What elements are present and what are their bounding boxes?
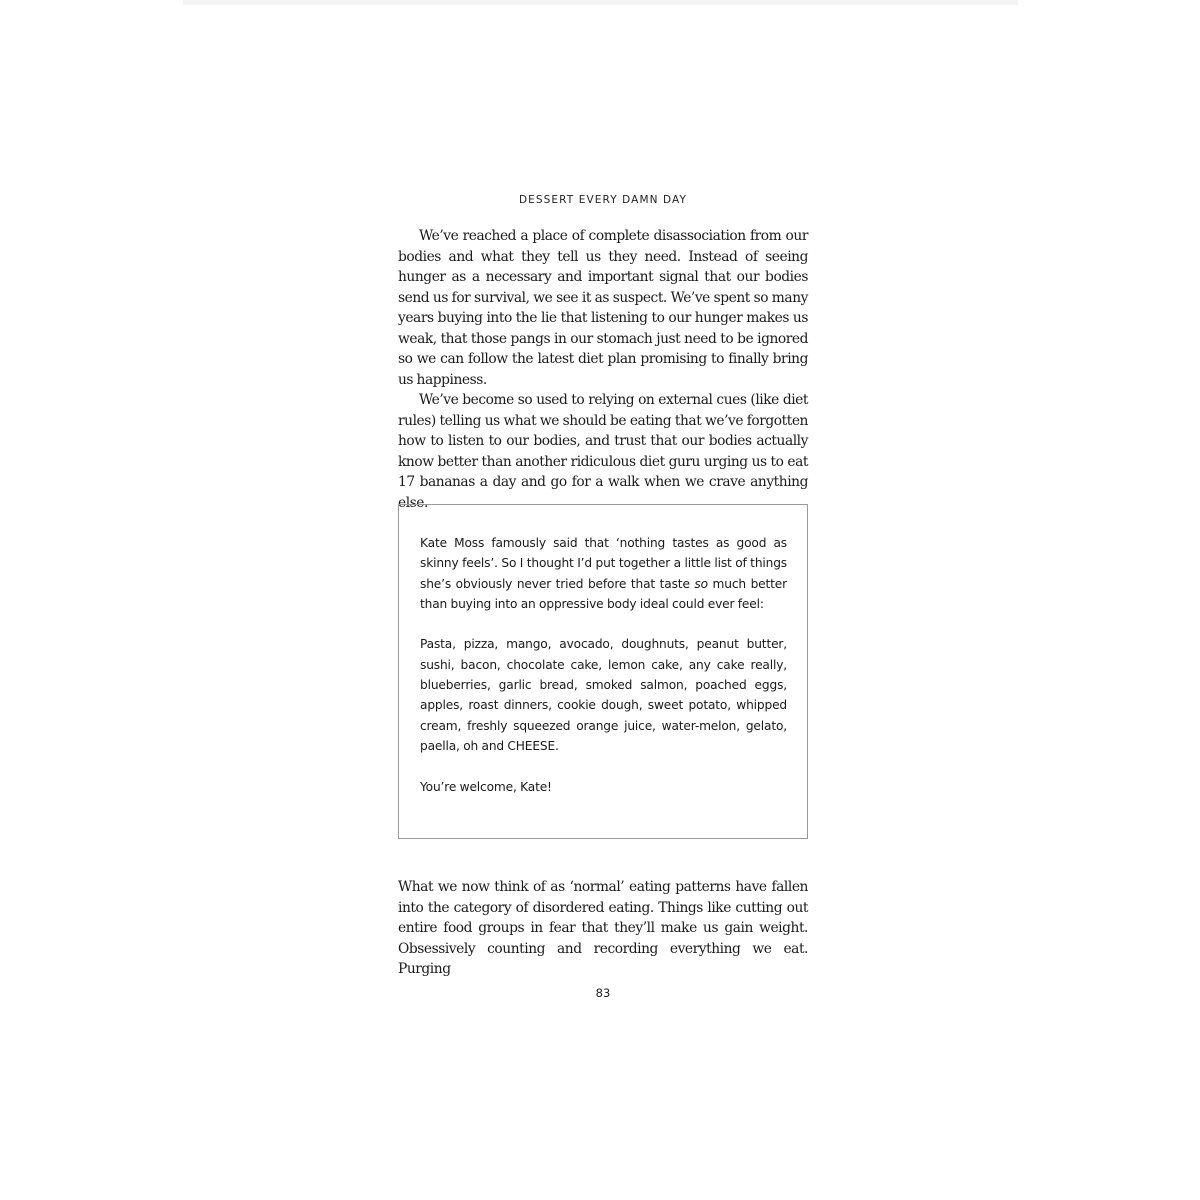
paragraph-external-cues: We’ve become so used to relying on external cues (like diet rules) telling us what we should be eating that we’ve forgotten how to listen to our bodies, and trust that our bodies actually know better than another ridiculous diet guru urging us to eat 17 bananas a day and go for a walk when we crave anything else.: [398, 392, 808, 511]
top-edge-rule: [183, 0, 1018, 5]
body-text-top: [398, 226, 808, 513]
callout-closing: You’re welcome, Kate!: [420, 779, 552, 794]
callout-intro: [420, 533, 787, 614]
page-number: 83: [595, 986, 611, 1000]
callout-intro-italic: so: [694, 576, 708, 591]
callout-intro-start: Kate Moss famously said that ‘nothing tastes as good as skinny feels’. So I thought I’d put together a little list of things she’s obviously never tried before that taste: [420, 536, 787, 591]
callout-food-list: Pasta, pizza, mango, avocado, doughnuts, peanut butter, sushi, bacon, chocolate cake, lemon cake, any cake really, blueberries, garlic bread, smoked salmon, poached eggs, apples, roast dinners, cookie dough, sweet potato, whipped cream, freshly squeezed orange juice, water-melon, gelato, paella, oh and CHEESE.: [420, 637, 787, 753]
body-text-bottom: [398, 877, 808, 980]
callout-box: [398, 504, 808, 839]
callout-intro-end: much better than buying into an oppressive body ideal could ever feel:: [420, 576, 788, 611]
running-head: DESSERT EVERY DAMN DAY: [518, 194, 687, 206]
paragraph-normal-eating: What we now think of as ‘normal’ eating patterns have fallen into the category of disordered eating. Things like cutting out entire food groups in fear that they’ll make us gain weight. Obsessively counting and recording everything we eat. Purging: [398, 879, 808, 977]
paragraph-hunger: We’ve reached a place of complete disassociation from our bodies and what they tell us they need. Instead of seeing hunger as a necessary and important signal that our bodies send us for survival, we see it as suspect. We’ve spent so many years buying into the lie that listening to our hunger makes us weak, that those pangs in our stomach just need to be ignored so we can follow the latest diet plan promising to finally bring us happiness.: [398, 228, 808, 388]
